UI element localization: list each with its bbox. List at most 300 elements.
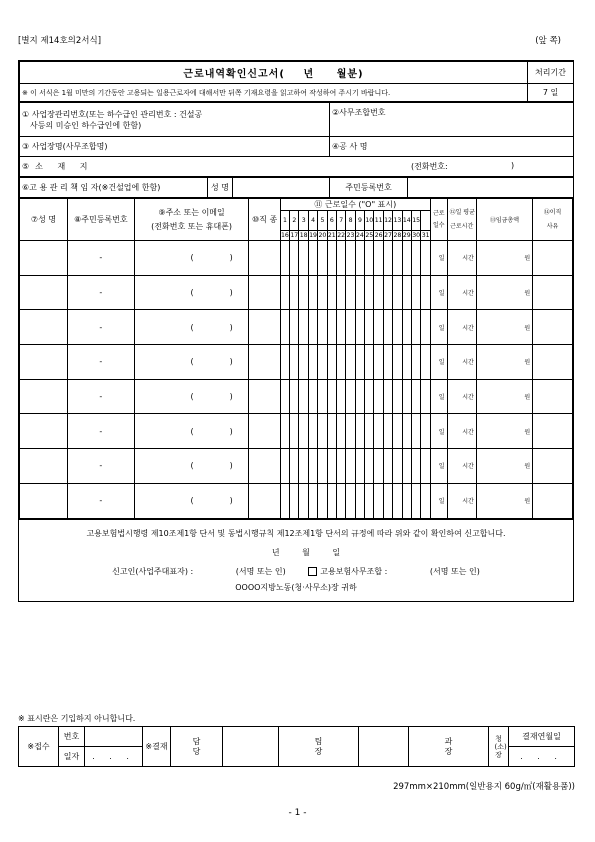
worker-job-cell[interactable] bbox=[249, 345, 280, 380]
processing-label: 처리기간 bbox=[528, 62, 574, 84]
workday-cell[interactable] bbox=[402, 483, 411, 518]
day-header-top: 11 bbox=[374, 211, 383, 231]
workday-cell[interactable] bbox=[290, 414, 299, 449]
col-header-avg-hours bbox=[447, 199, 476, 241]
workday-cell[interactable] bbox=[308, 345, 317, 380]
workday-cell[interactable] bbox=[327, 310, 336, 345]
day-header-top: 1 bbox=[280, 211, 289, 231]
workday-cell[interactable] bbox=[411, 310, 420, 345]
workday-cell[interactable] bbox=[299, 379, 308, 414]
day-header-top: 10 bbox=[365, 211, 374, 231]
workday-cell[interactable] bbox=[336, 275, 345, 310]
total-wage-cell[interactable]: 원 bbox=[476, 483, 532, 518]
workday-cell[interactable] bbox=[308, 449, 317, 484]
workday-cell[interactable] bbox=[383, 241, 392, 276]
person-label: 담 당 bbox=[171, 727, 223, 767]
total-wage-cell[interactable]: 원 bbox=[476, 275, 532, 310]
workday-cell[interactable] bbox=[290, 275, 299, 310]
top-section bbox=[19, 61, 574, 102]
day-header-blank bbox=[421, 211, 431, 231]
paren-open: ( bbox=[190, 461, 194, 471]
reporter-line: 신고인(사업주대표자) : (서명 또는 인) 고용보험사무조합 : (서명 또는 인) bbox=[112, 566, 480, 576]
workday-cell[interactable] bbox=[402, 310, 411, 345]
total-wage-cell[interactable]: 원 bbox=[476, 414, 532, 449]
workday-cell[interactable] bbox=[318, 241, 327, 276]
workday-cell[interactable] bbox=[421, 414, 431, 449]
workday-cell[interactable] bbox=[290, 379, 299, 414]
workday-cell[interactable] bbox=[290, 483, 299, 518]
workday-cell[interactable] bbox=[374, 241, 383, 276]
workday-cell[interactable] bbox=[355, 414, 364, 449]
workday-cell[interactable] bbox=[421, 483, 431, 518]
workday-cell[interactable] bbox=[383, 275, 392, 310]
col-header-reason bbox=[533, 199, 573, 241]
workday-cell[interactable] bbox=[393, 345, 402, 380]
workday-cell[interactable] bbox=[299, 449, 308, 484]
day-header-top: 7 bbox=[336, 211, 345, 231]
workday-cell[interactable] bbox=[336, 310, 345, 345]
workday-cell[interactable] bbox=[280, 241, 289, 276]
workday-cell[interactable] bbox=[365, 414, 374, 449]
day-header-top: 9 bbox=[355, 211, 364, 231]
processing-value: 7 일 bbox=[528, 84, 574, 102]
manager-name-label: 성 명 bbox=[208, 178, 233, 198]
workdays-count-cell[interactable]: 일 bbox=[430, 241, 447, 276]
section-label: 과 장 bbox=[409, 727, 489, 767]
workday-cell[interactable] bbox=[393, 483, 402, 518]
total-wage-cell[interactable]: 원 bbox=[476, 345, 532, 380]
paren-open: ( bbox=[190, 392, 194, 402]
avg-hours-cell[interactable]: 시간 bbox=[447, 483, 476, 518]
approval-table bbox=[18, 726, 575, 767]
day-header-bottom: 26 bbox=[374, 232, 383, 239]
reason-cell[interactable] bbox=[533, 379, 573, 414]
col-header-name: ⑦성 명 bbox=[20, 199, 68, 241]
paren-close: ) bbox=[229, 288, 233, 298]
table-row bbox=[20, 449, 573, 484]
worker-name-cell[interactable] bbox=[20, 241, 68, 276]
workday-cell[interactable] bbox=[318, 345, 327, 380]
workday-cell[interactable] bbox=[355, 379, 364, 414]
col-header-workdays-title: ⑪ 근로일수 ("O" 표시) bbox=[280, 199, 430, 211]
workday-cell[interactable] bbox=[346, 483, 355, 518]
day-header-bottom: 27 bbox=[384, 232, 392, 239]
workday-cell[interactable] bbox=[336, 379, 345, 414]
workday-cell[interactable] bbox=[383, 345, 392, 380]
col-header-address-line2: (전화번호 또는 휴대폰) bbox=[151, 221, 233, 231]
workdays-count-cell[interactable]: 일 bbox=[430, 414, 447, 449]
day-header-top: 5 bbox=[318, 211, 327, 231]
col-header-avg-hours-line1: ⑫일 평균 bbox=[449, 208, 475, 216]
workday-cell[interactable] bbox=[421, 449, 431, 484]
workday-cell[interactable] bbox=[280, 275, 289, 310]
workday-cell[interactable] bbox=[318, 483, 327, 518]
workday-cell[interactable] bbox=[365, 345, 374, 380]
worker-rrn-cell[interactable]: - bbox=[67, 379, 134, 414]
workday-cell[interactable] bbox=[365, 379, 374, 414]
day-header-bottom: 30 bbox=[412, 232, 421, 239]
workday-cell[interactable] bbox=[308, 414, 317, 449]
workday-cell[interactable] bbox=[346, 275, 355, 310]
workday-cell[interactable] bbox=[411, 275, 420, 310]
approval-date-label: 결재연월일 bbox=[509, 727, 575, 747]
workday-cell[interactable] bbox=[383, 379, 392, 414]
workday-cell[interactable] bbox=[355, 483, 364, 518]
workday-cell[interactable] bbox=[402, 275, 411, 310]
workday-cell[interactable] bbox=[355, 275, 364, 310]
worker-address-cell[interactable] bbox=[134, 345, 249, 380]
workday-cell[interactable] bbox=[402, 379, 411, 414]
day-header-bottom: 22 bbox=[337, 232, 346, 239]
day-header-top: 8 bbox=[346, 211, 355, 231]
workday-cell[interactable] bbox=[346, 310, 355, 345]
worker-address-cell[interactable] bbox=[134, 241, 249, 276]
day-header-bottom: 18 bbox=[299, 232, 308, 239]
workday-cell[interactable] bbox=[393, 310, 402, 345]
workday-cell[interactable] bbox=[308, 241, 317, 276]
workdays-count-cell[interactable]: 일 bbox=[430, 345, 447, 380]
day-header-top: 3 bbox=[299, 211, 308, 231]
total-wage-cell[interactable]: 원 bbox=[476, 241, 532, 276]
table-row bbox=[20, 310, 573, 345]
col-header-address bbox=[134, 199, 249, 241]
workday-cell[interactable] bbox=[402, 345, 411, 380]
recipient: OOOO지방노동(청·사무소)장 귀하 bbox=[235, 582, 357, 592]
worker-job-cell[interactable] bbox=[249, 379, 280, 414]
workday-cell[interactable] bbox=[393, 449, 402, 484]
worker-address-cell[interactable] bbox=[134, 379, 249, 414]
worker-rrn-cell[interactable]: - bbox=[67, 483, 134, 518]
avg-hours-cell[interactable]: 시간 bbox=[447, 345, 476, 380]
workday-cell[interactable] bbox=[411, 345, 420, 380]
workday-cell[interactable] bbox=[308, 483, 317, 518]
workday-cell[interactable] bbox=[365, 449, 374, 484]
workday-cell[interactable] bbox=[299, 414, 308, 449]
workday-cell[interactable] bbox=[365, 241, 374, 276]
manager-id-label: 주민등록번호 bbox=[330, 178, 408, 198]
receipt-number-field[interactable] bbox=[85, 727, 143, 747]
workdays-count-cell[interactable]: 일 bbox=[430, 310, 447, 345]
workday-cell[interactable] bbox=[318, 414, 327, 449]
day-header-top: 12 bbox=[383, 211, 392, 231]
office-note: ※ 표시란은 기입하지 아니합니다. bbox=[18, 714, 136, 723]
workday-cell[interactable] bbox=[336, 345, 345, 380]
workday-cell[interactable] bbox=[290, 345, 299, 380]
workday-cell[interactable] bbox=[308, 379, 317, 414]
workday-cell[interactable] bbox=[393, 275, 402, 310]
workday-cell[interactable] bbox=[327, 379, 336, 414]
reason-cell[interactable] bbox=[533, 241, 573, 276]
workday-cell[interactable] bbox=[346, 414, 355, 449]
workday-cell[interactable] bbox=[327, 414, 336, 449]
col-header-rrn: ⑧주민등록번호 bbox=[67, 199, 134, 241]
day-header-bottom: 19 bbox=[309, 232, 317, 239]
worker-job-cell[interactable] bbox=[249, 275, 280, 310]
worker-job-cell[interactable] bbox=[249, 241, 280, 276]
receipt-date-label: 일자 bbox=[59, 747, 85, 767]
workday-cell[interactable] bbox=[421, 379, 431, 414]
total-wage-cell[interactable]: 원 bbox=[476, 379, 532, 414]
workday-cell[interactable] bbox=[374, 275, 383, 310]
workday-cell[interactable] bbox=[336, 449, 345, 484]
paren-close: ) bbox=[229, 357, 233, 367]
paren-close: ) bbox=[229, 496, 233, 506]
form-notice: ※ 이 서식은 1월 미만의 기간동안 고용되는 일용근로자에 대해서만 뒤쪽 기재요령을 읽고하여 작성하여 주시기 바랍니다. bbox=[20, 84, 528, 102]
workday-cell[interactable] bbox=[280, 379, 289, 414]
paren-open: ( bbox=[190, 357, 194, 367]
workday-cell[interactable] bbox=[374, 310, 383, 345]
workday-cell[interactable] bbox=[355, 241, 364, 276]
total-wage-cell[interactable]: 원 bbox=[476, 310, 532, 345]
avg-hours-cell[interactable]: 시간 bbox=[447, 449, 476, 484]
reason-cell[interactable] bbox=[533, 414, 573, 449]
workday-cell[interactable] bbox=[421, 345, 431, 380]
table-row bbox=[20, 483, 573, 518]
reporter-sign[interactable]: (서명 또는 인) bbox=[235, 566, 286, 576]
col-header-workdays-line2: 일수 bbox=[432, 221, 445, 229]
worker-job-cell[interactable] bbox=[249, 483, 280, 518]
form-number: [별지 제14호의2서식] bbox=[18, 36, 102, 46]
employer-section bbox=[19, 102, 574, 177]
workday-cell[interactable] bbox=[327, 241, 336, 276]
workday-cell[interactable] bbox=[327, 275, 336, 310]
workday-cell[interactable] bbox=[327, 449, 336, 484]
workday-cell[interactable] bbox=[346, 449, 355, 484]
manager-name-field[interactable] bbox=[233, 178, 330, 198]
workday-cell[interactable] bbox=[327, 345, 336, 380]
declaration-date[interactable]: 년 월 일 bbox=[271, 547, 351, 557]
workday-cell[interactable] bbox=[318, 275, 327, 310]
day-header-bottom: 28 bbox=[393, 232, 402, 239]
workdays-count-cell[interactable]: 일 bbox=[430, 483, 447, 518]
workday-cell[interactable] bbox=[318, 379, 327, 414]
paren-close: ) bbox=[229, 461, 233, 471]
paren-open: ( bbox=[190, 253, 194, 263]
table-row bbox=[20, 241, 573, 276]
paren-close: ) bbox=[229, 392, 233, 402]
workday-cell[interactable] bbox=[280, 345, 289, 380]
paren-close: ) bbox=[229, 322, 233, 332]
paren-open: ( bbox=[190, 322, 194, 332]
day-header-bottom: 17 bbox=[290, 232, 299, 239]
workday-cell[interactable] bbox=[346, 379, 355, 414]
worker-rrn-cell[interactable]: - bbox=[67, 310, 134, 345]
workday-cell[interactable] bbox=[402, 241, 411, 276]
workday-cell[interactable] bbox=[374, 414, 383, 449]
reason-cell[interactable] bbox=[533, 310, 573, 345]
worker-name-cell[interactable] bbox=[20, 345, 68, 380]
declaration-text: 고용보험법시행령 제10조제1항 단서 및 동법시행규칙 제12조제1항 단서의 규정에 따라 위와 같이 확인하여 신고합니다. bbox=[86, 528, 506, 538]
manager-id-field[interactable] bbox=[408, 178, 574, 198]
workday-cell[interactable] bbox=[411, 483, 420, 518]
worker-address-cell[interactable] bbox=[134, 310, 249, 345]
worker-rrn-cell[interactable]: - bbox=[67, 449, 134, 484]
workday-cell[interactable] bbox=[383, 483, 392, 518]
day-header-bottom: 16 bbox=[280, 232, 289, 239]
workday-cell[interactable] bbox=[411, 449, 420, 484]
workday-cell[interactable] bbox=[308, 310, 317, 345]
paren-close: ) bbox=[229, 253, 233, 263]
workday-cell[interactable] bbox=[299, 483, 308, 518]
day-header-top: 6 bbox=[327, 211, 336, 231]
day-header-top: 4 bbox=[308, 211, 317, 231]
col-header-workdays-count bbox=[430, 199, 447, 241]
worker-name-cell[interactable] bbox=[20, 275, 68, 310]
worker-table bbox=[19, 198, 573, 519]
workday-cell[interactable] bbox=[355, 310, 364, 345]
col-header-reason-line1: ⑭이직 bbox=[543, 208, 562, 216]
workday-cell[interactable] bbox=[411, 379, 420, 414]
workday-cell[interactable] bbox=[299, 275, 308, 310]
receipt-date-field[interactable]: . . . bbox=[85, 747, 143, 767]
workday-cell[interactable] bbox=[374, 345, 383, 380]
avg-hours-cell[interactable]: 시간 bbox=[447, 310, 476, 345]
day-header-top: 2 bbox=[290, 211, 299, 231]
day-header-bottom: 23 bbox=[346, 232, 355, 239]
worker-job-cell[interactable] bbox=[249, 449, 280, 484]
workdays-count-cell[interactable]: 일 bbox=[430, 275, 447, 310]
workday-cell[interactable] bbox=[411, 241, 420, 276]
workday-cell[interactable] bbox=[346, 241, 355, 276]
reason-cell[interactable] bbox=[533, 449, 573, 484]
workday-cell[interactable] bbox=[336, 241, 345, 276]
worker-job-cell[interactable] bbox=[249, 414, 280, 449]
workday-cell[interactable] bbox=[290, 310, 299, 345]
workdays-count-cell[interactable]: 일 bbox=[430, 449, 447, 484]
reason-cell[interactable] bbox=[533, 345, 573, 380]
worker-rrn-cell[interactable]: - bbox=[67, 241, 134, 276]
workday-cell[interactable] bbox=[421, 310, 431, 345]
workday-cell[interactable] bbox=[299, 345, 308, 380]
workday-cell[interactable] bbox=[374, 449, 383, 484]
table-row bbox=[20, 414, 573, 449]
workday-cell[interactable] bbox=[411, 414, 420, 449]
workday-cell[interactable] bbox=[365, 275, 374, 310]
avg-hours-cell[interactable]: 시간 bbox=[447, 414, 476, 449]
worker-rrn-cell[interactable]: - bbox=[67, 345, 134, 380]
workday-cell[interactable] bbox=[308, 275, 317, 310]
worker-rrn-cell[interactable]: - bbox=[67, 275, 134, 310]
table-row bbox=[20, 275, 573, 310]
day-header-bottom: 21 bbox=[327, 232, 336, 239]
worker-address-cell[interactable] bbox=[134, 483, 249, 518]
workdays-count-cell[interactable]: 일 bbox=[430, 379, 447, 414]
workday-cell[interactable] bbox=[355, 449, 364, 484]
office-number-field[interactable]: ②사무조합번호 bbox=[330, 103, 574, 137]
workday-cell[interactable] bbox=[365, 310, 374, 345]
workday-cell[interactable] bbox=[290, 449, 299, 484]
workday-cell[interactable] bbox=[355, 345, 364, 380]
construction-name-field[interactable]: ④공 사 명 bbox=[330, 137, 574, 157]
workday-cell[interactable] bbox=[290, 241, 299, 276]
workday-cell[interactable] bbox=[393, 379, 402, 414]
workday-cell[interactable] bbox=[280, 483, 289, 518]
page-side: (앞 쪽) bbox=[535, 36, 561, 46]
table-row bbox=[20, 345, 573, 380]
workday-cell[interactable] bbox=[365, 483, 374, 518]
workday-cell[interactable] bbox=[383, 310, 392, 345]
paren-open: ( bbox=[190, 426, 194, 436]
reason-cell[interactable] bbox=[533, 275, 573, 310]
col-header-reason-line2: 사유 bbox=[546, 222, 559, 230]
avg-hours-cell[interactable]: 시간 bbox=[447, 275, 476, 310]
manager-label: ⑥고 용 관 리 책 임 자(※건설업에 한함) bbox=[20, 178, 208, 198]
day-header-bottom: 25 bbox=[365, 232, 374, 239]
workday-cell[interactable] bbox=[374, 483, 383, 518]
address-field[interactable]: ⑤소 재 지 (전화번호: ) bbox=[20, 157, 574, 177]
declaration bbox=[19, 519, 573, 601]
paren-open: ( bbox=[190, 288, 194, 298]
workday-cell[interactable] bbox=[402, 414, 411, 449]
team-label: 팀 장 bbox=[279, 727, 359, 767]
day-header-bottom: 24 bbox=[355, 232, 364, 239]
day-header-top: 13 bbox=[393, 211, 402, 231]
worker-name-cell[interactable] bbox=[20, 414, 68, 449]
form-frame bbox=[18, 60, 574, 602]
worker-name-cell[interactable] bbox=[20, 483, 68, 518]
workday-cell[interactable] bbox=[383, 414, 392, 449]
workday-cell[interactable] bbox=[421, 275, 431, 310]
worker-name-cell[interactable] bbox=[20, 310, 68, 345]
avg-hours-cell[interactable]: 시간 bbox=[447, 241, 476, 276]
workday-cell[interactable] bbox=[336, 483, 345, 518]
day-header-bottom: 20 bbox=[318, 232, 327, 239]
approval-date-field[interactable]: . . . bbox=[509, 747, 575, 767]
workday-cell[interactable] bbox=[336, 414, 345, 449]
workday-cell[interactable] bbox=[318, 449, 327, 484]
workday-cell[interactable] bbox=[327, 483, 336, 518]
agency-checkbox[interactable] bbox=[308, 567, 317, 576]
workday-cell[interactable] bbox=[393, 241, 402, 276]
paren-close: ) bbox=[229, 426, 233, 436]
receipt-number-label: 번호 bbox=[59, 727, 85, 747]
worker-rrn-cell[interactable]: - bbox=[67, 414, 134, 449]
workday-cell[interactable] bbox=[299, 310, 308, 345]
decision-label: ※결재 bbox=[143, 727, 171, 767]
team-sign[interactable] bbox=[359, 727, 409, 767]
agency-sign[interactable]: (서명 또는 인) bbox=[429, 566, 480, 576]
workday-cell[interactable] bbox=[421, 241, 431, 276]
worker-name-cell[interactable] bbox=[20, 379, 68, 414]
worker-name-cell[interactable] bbox=[20, 449, 68, 484]
workday-cell[interactable] bbox=[299, 241, 308, 276]
receipt-label: ※접수 bbox=[19, 727, 59, 767]
workplace-name-field[interactable]: ③ 사업장명(사무조합명) bbox=[20, 137, 330, 157]
workday-cell[interactable] bbox=[280, 310, 289, 345]
workday-cell[interactable] bbox=[374, 379, 383, 414]
page-number: - 1 - bbox=[288, 808, 307, 818]
avg-hours-cell[interactable]: 시간 bbox=[447, 379, 476, 414]
reason-cell[interactable] bbox=[533, 483, 573, 518]
workplace-number-field[interactable]: ① 사업장관리번호(또는 하수급인 관리번호 : 건설공 사등의 미승인 하수급인에 한함) bbox=[20, 103, 330, 137]
worker-job-cell[interactable] bbox=[249, 310, 280, 345]
worker-address-cell[interactable] bbox=[134, 275, 249, 310]
head-label: 청(소)장 bbox=[489, 727, 509, 767]
person-sign[interactable] bbox=[223, 727, 279, 767]
workday-cell[interactable] bbox=[318, 310, 327, 345]
paper-spec: 297mm×210mm(일반용지 60g/㎡(재활용품)) bbox=[393, 782, 575, 792]
workday-cell[interactable] bbox=[383, 449, 392, 484]
worker-address-cell[interactable] bbox=[134, 449, 249, 484]
workday-cell[interactable] bbox=[280, 414, 289, 449]
worker-address-cell[interactable] bbox=[134, 414, 249, 449]
day-header-top: 14 bbox=[402, 211, 411, 231]
total-wage-cell[interactable]: 원 bbox=[476, 449, 532, 484]
workday-cell[interactable] bbox=[346, 345, 355, 380]
workday-cell[interactable] bbox=[280, 449, 289, 484]
workday-cell[interactable] bbox=[402, 449, 411, 484]
workday-cell[interactable] bbox=[393, 414, 402, 449]
